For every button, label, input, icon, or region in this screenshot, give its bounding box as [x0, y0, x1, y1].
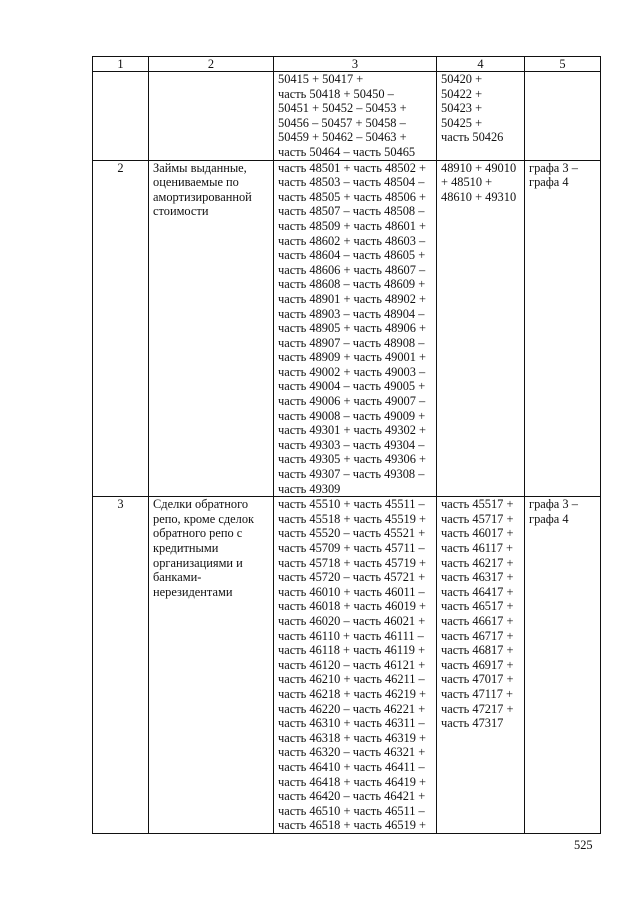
row-number-cell: 3 — [93, 497, 149, 834]
row-number-cell — [93, 72, 149, 161]
cell-line: 48610 + 49310 — [441, 189, 517, 204]
header-col-4: 4 — [437, 57, 525, 72]
cell-line: 50415 + 50417 + — [278, 72, 364, 86]
row-name-cell — [149, 497, 274, 834]
cell-line: 50451 + 50452 – 50453 + — [278, 101, 407, 116]
cell-line: Займы выданные, — [153, 160, 247, 175]
cell-line: часть 45720 – часть 45721 + — [278, 570, 426, 585]
cell-line: часть 46217 + — [441, 555, 514, 570]
cell-line: 50459 + 50462 – 50463 + — [278, 130, 407, 145]
cell-line: часть 46410 + часть 46411 – — [278, 759, 425, 774]
table-row — [93, 72, 601, 161]
row-accounts-col3-cell — [274, 497, 437, 834]
cell-line: часть 46320 – часть 46321 + — [278, 745, 426, 760]
cell-line: часть 49004 – часть 49005 + — [278, 379, 426, 394]
table-row — [93, 497, 601, 834]
cell-line: амортизированной — [153, 189, 252, 204]
cell-line: часть 47017 + — [441, 672, 514, 687]
cell-line: часть 46917 + — [441, 657, 514, 672]
cell-line: часть 48509 + часть 48601 + — [278, 218, 427, 233]
cell-line: часть 49002 + часть 49003 – — [278, 364, 426, 379]
row-formula-cell — [525, 497, 601, 834]
cell-line: обратного репо с — [153, 526, 243, 541]
cell-line: часть 49303 – часть 49304 – — [278, 437, 425, 452]
cell-line: репо, кроме сделок — [153, 511, 255, 526]
cell-line: часть 48909 + часть 49001 + — [278, 350, 427, 365]
cell-line: часть 46317 + — [441, 570, 514, 585]
cell-line: часть 46210 + часть 46211 – — [278, 672, 425, 687]
cell-line: часть 46118 + часть 46119 + — [278, 643, 426, 658]
row-formula-cell — [525, 72, 601, 161]
cell-line: часть 46020 – часть 46021 + — [278, 613, 426, 628]
row-name-cell — [149, 160, 274, 497]
cell-line: организациями и — [153, 555, 243, 570]
cell-line: часть 48505 + часть 48506 + — [278, 189, 427, 204]
cell-line: 50456 – 50457 + 50458 – — [278, 115, 406, 130]
cell-line: часть 46420 – часть 46421 + — [278, 789, 426, 804]
cell-line: часть 50426 — [441, 130, 504, 145]
cell-line: 50422 + — [441, 86, 483, 101]
cell-line: часть 49008 – часть 49009 + — [278, 408, 426, 423]
accounts-table — [92, 56, 601, 834]
cell-line: часть 46510 + часть 46511 – — [278, 803, 425, 818]
cell-line: часть 47217 + — [441, 701, 514, 716]
cell-line: часть 48606 + часть 48607 – — [278, 262, 426, 277]
cell-line: часть 48602 + часть 48603 – — [278, 233, 426, 248]
cell-line: оцениваемые по — [153, 175, 239, 190]
cell-line: 50420 + — [441, 72, 483, 86]
cell-line: графа 4 — [529, 511, 569, 526]
cell-line: 48910 + 49010 — [441, 160, 517, 175]
cell-line: часть 48501 + часть 48502 + — [278, 160, 427, 175]
cell-line: часть 45709 + часть 45711 – — [278, 541, 425, 555]
cell-line: графа 3 – — [529, 160, 578, 175]
table-row — [93, 160, 601, 497]
cell-line: часть 46318 + часть 46319 + — [278, 730, 427, 745]
cell-line: стоимости — [153, 204, 209, 219]
cell-line: часть 48905 + часть 48906 + — [278, 321, 427, 336]
row-name-cell — [149, 72, 274, 161]
header-col-1: 1 — [93, 57, 149, 72]
cell-line: часть 46310 + часть 46311 – — [278, 716, 425, 731]
cell-line: графа 3 – — [529, 497, 578, 512]
cell-line: часть 50464 – часть 50465 — [278, 144, 416, 159]
table-header — [93, 57, 601, 72]
cell-line: часть 46617 + — [441, 613, 514, 628]
cell-line: часть 49307 – часть 49308 – — [278, 467, 425, 482]
cell-line: часть 48503 – часть 48504 – — [278, 175, 425, 190]
cell-line: часть 47117 + — [441, 686, 513, 701]
header-col-3: 3 — [274, 57, 437, 72]
cell-line: часть 49309 — [278, 481, 341, 496]
row-number-cell: 2 — [93, 160, 149, 497]
cell-line: часть 49301 + часть 49302 + — [278, 423, 427, 438]
cell-line: часть 48903 – часть 48904 – — [278, 306, 425, 321]
cell-line: часть 49305 + часть 49306 + — [278, 452, 427, 467]
cell-line: часть 46110 + часть 46111 – — [278, 628, 424, 643]
header-col-2: 2 — [149, 57, 274, 72]
cell-line: часть 46218 + часть 46219 + — [278, 686, 427, 701]
cell-line: часть 48604 – часть 48605 + — [278, 248, 426, 263]
header-row — [93, 57, 601, 72]
cell-line: кредитными — [153, 541, 219, 555]
row-accounts-col4-cell — [437, 72, 525, 161]
cell-line: нерезидентами — [153, 584, 233, 599]
cell-line: часть 46120 – часть 46121 + — [278, 657, 426, 672]
cell-line: + 48510 + — [441, 175, 493, 190]
cell-line: часть 46018 + часть 46019 + — [278, 599, 427, 614]
cell-line: часть 46220 – часть 46221 + — [278, 701, 426, 716]
cell-line: часть 45717 + — [441, 511, 514, 526]
cell-line: часть 46417 + — [441, 584, 514, 599]
cell-line: часть 48901 + часть 48902 + — [278, 291, 427, 306]
cell-line: часть 48907 – часть 48908 – — [278, 335, 425, 350]
cell-line: часть 45520 – часть 45521 + — [278, 526, 426, 541]
cell-line: часть 46117 + — [441, 541, 513, 555]
cell-line: часть 45517 + — [441, 497, 514, 512]
row-formula-cell — [525, 160, 601, 497]
cell-line: часть 49006 + часть 49007 – — [278, 394, 426, 409]
row-accounts-col3-cell — [274, 72, 437, 161]
cell-line: часть 46517 + — [441, 599, 514, 614]
cell-line: часть 45718 + часть 45719 + — [278, 555, 427, 570]
cell-line: часть 47317 — [441, 716, 504, 731]
cell-line: банками- — [153, 570, 202, 585]
cell-line: часть 46817 + — [441, 643, 514, 658]
cell-line: часть 50418 + 50450 – — [278, 86, 394, 101]
table-body — [93, 72, 601, 834]
cell-line: часть 46717 + — [441, 628, 514, 643]
cell-line: графа 4 — [529, 175, 569, 190]
cell-line: часть 46017 + — [441, 526, 514, 541]
cell-line: часть 48608 – часть 48609 + — [278, 277, 426, 292]
cell-line: часть 45510 + часть 45511 – — [278, 497, 425, 512]
page-number: 525 — [574, 838, 593, 852]
cell-line: часть 46418 + часть 46419 + — [278, 774, 427, 789]
cell-line: 50425 + — [441, 115, 483, 130]
row-accounts-col3-cell — [274, 160, 437, 497]
cell-line: 50423 + — [441, 101, 483, 116]
row-accounts-col4-cell — [437, 160, 525, 497]
cell-line: часть 46518 + часть 46519 + — [278, 818, 427, 833]
cell-line: часть 45518 + часть 45519 + — [278, 511, 427, 526]
row-accounts-col4-cell — [437, 497, 525, 834]
cell-line: часть 48507 – часть 48508 – — [278, 204, 425, 219]
header-col-5: 5 — [525, 57, 601, 72]
cell-line: часть 46010 + часть 46011 – — [278, 584, 425, 599]
cell-line: Сделки обратного — [153, 497, 249, 512]
